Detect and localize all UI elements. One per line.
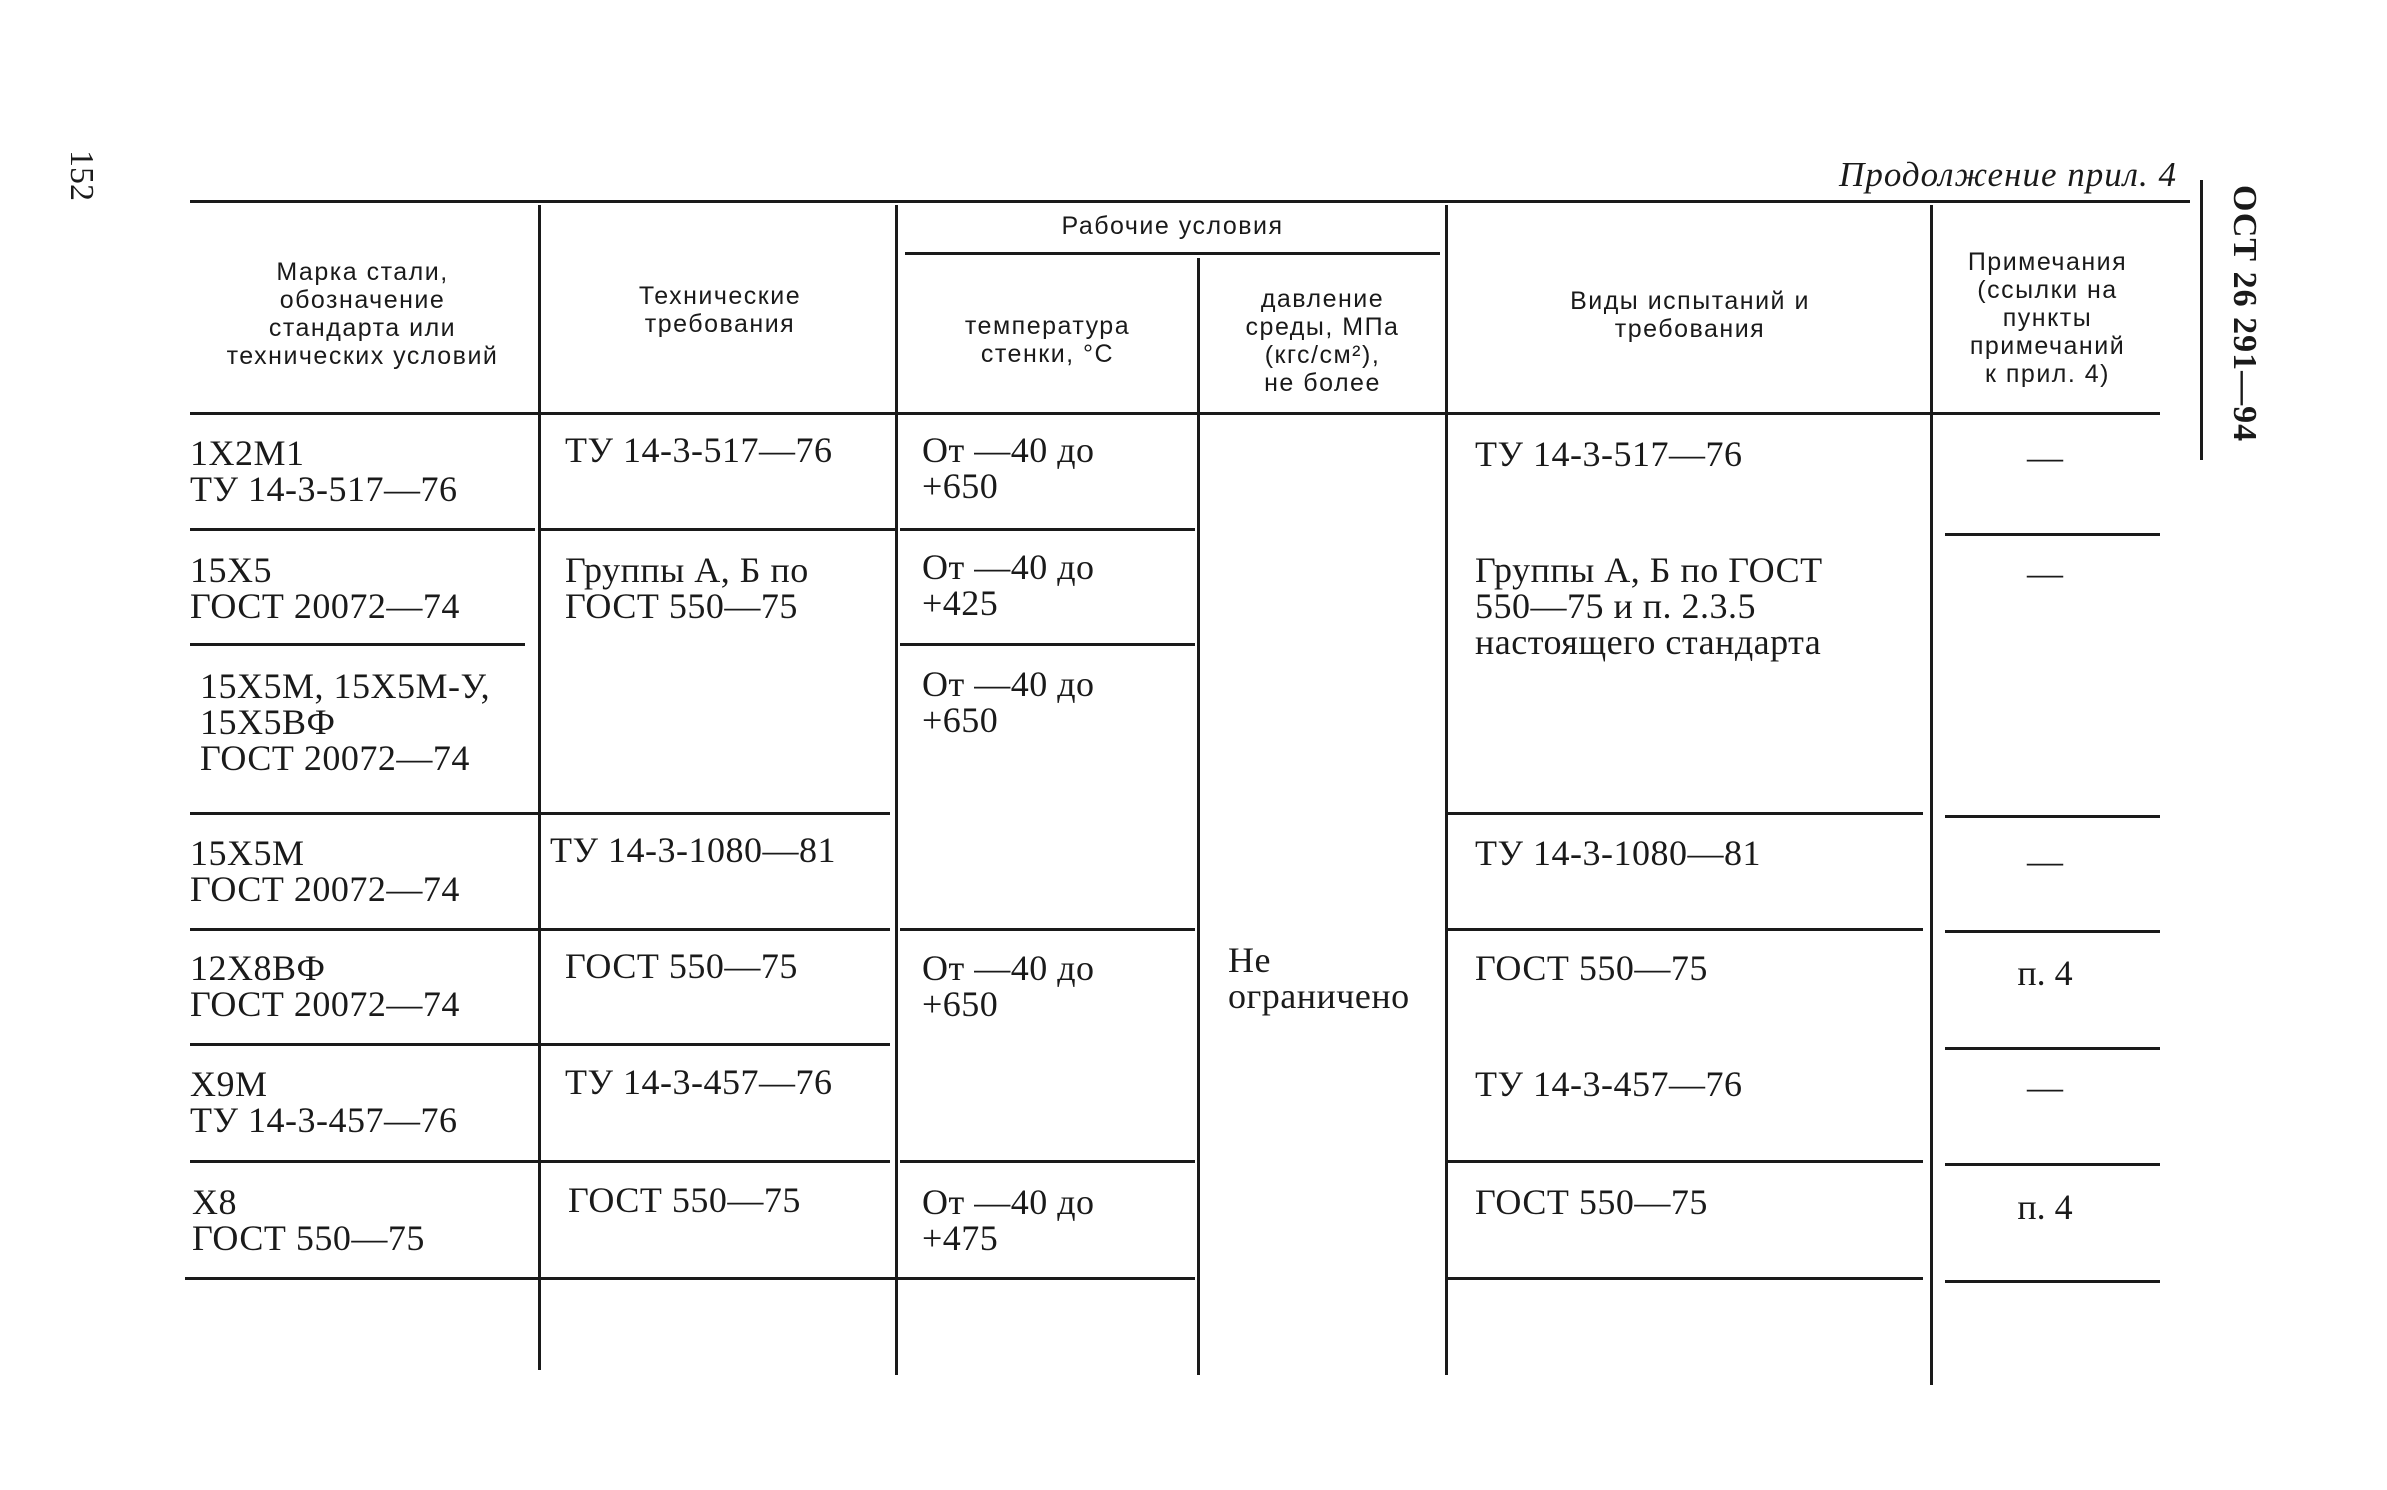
header-tests-requirements: Виды испытаний и требования [1570,287,1810,343]
row-rule [1448,812,1923,815]
table-top-rule [190,200,2190,203]
header-tech-requirements: Технические требования [638,282,802,338]
cell-steel-grade: Х8 ГОСТ 550—75 [192,1182,425,1258]
row-rule [1448,1277,1923,1280]
cell-note: — [2027,437,2063,477]
cell-wall-temperature: От —40 до +425 [922,547,1095,623]
header-operating-conditions: Рабочие условия [1061,212,1284,240]
cell-tests-requirements: ТУ 14-3-1080—81 [1475,833,1761,873]
row-rule [1448,1160,1923,1163]
header-wall-temperature: температура стенки, °С [964,312,1131,368]
cell-note: п. 4 [2017,953,2073,993]
header-bottom-rule [190,412,2160,415]
column-rule [895,205,898,1375]
cell-steel-grade: 15Х5М, 15Х5М-У, 15Х5ВФ ГОСТ 20072—74 [200,666,491,778]
column-rule [1445,205,1448,1375]
row-rule [900,643,1195,646]
cell-note: — [2027,841,2063,881]
cell-tech-requirements: ГОСТ 550—75 [565,946,798,986]
row-rule [1945,930,2160,933]
cell-steel-grade: Х9М ТУ 14-3-457—76 [190,1064,458,1140]
cell-tests-requirements: Группы А, Б по ГОСТ 550—75 и п. 2.3.5 настоящего стандарта [1475,550,1823,662]
row-rule [1945,1280,2160,1283]
row-rule [540,528,895,531]
row-rule [900,528,1195,531]
cell-tests-requirements: ГОСТ 550—75 [1475,1182,1708,1222]
row-rule [900,928,1195,931]
cell-wall-temperature: От —40 до +650 [922,430,1095,506]
row-rule [1945,815,2160,818]
operating-conditions-rule [905,252,1440,255]
cell-wall-temperature: От —40 до +475 [922,1182,1095,1258]
row-rule [1945,1163,2160,1166]
cell-tech-requirements: ГОСТ 550—75 [568,1180,801,1220]
row-rule [1945,1047,2160,1050]
column-rule [1930,205,1933,1385]
continuation-label: Продолжение прил. 4 [1839,155,2177,194]
cell-tests-requirements: ТУ 14-3-517—76 [1475,434,1743,474]
standard-code: ОСТ 26 291—94 [2226,185,2263,443]
cell-tests-requirements: ТУ 14-3-457—76 [1475,1064,1743,1104]
header-notes: Примечания (ссылки на пункты примечаний к прил. 4) [1967,248,2128,388]
cell-tech-requirements: Группы А, Б по ГОСТ 550—75 [565,550,809,626]
cell-note: — [2027,553,2063,593]
row-rule [185,1277,1195,1280]
cell-note: п. 4 [2017,1187,2073,1227]
column-rule [1197,258,1200,1375]
row-rule [1945,533,2160,536]
cell-note: — [2027,1067,2063,1107]
cell-tech-requirements: ТУ 14-3-517—76 [565,430,833,470]
cell-tests-requirements: ГОСТ 550—75 [1475,948,1708,988]
row-rule [900,1160,1195,1163]
row-rule [1448,928,1923,931]
cell-tech-requirements: ТУ 14-3-1080—81 [550,830,836,870]
header-steel-grade: Марка стали, обозначение стандарта или технических условий [226,258,499,370]
row-rule [190,528,535,531]
column-rule [538,205,541,1370]
cell-tech-requirements: ТУ 14-3-457—76 [565,1062,833,1102]
page-number: 152 [63,150,100,201]
cell-steel-grade: 1Х2М1 ТУ 14-3-517—76 [190,433,458,509]
standard-code-rule [2200,180,2203,460]
cell-steel-grade: 12Х8ВФ ГОСТ 20072—74 [190,948,460,1024]
row-rule [190,643,525,646]
header-medium-pressure: давление среды, МПа (кгс/см²), не более [1245,285,1400,397]
cell-wall-temperature: От —40 до +650 [922,948,1095,1024]
cell-steel-grade: 15Х5М ГОСТ 20072—74 [190,833,460,909]
cell-pressure-value: Не ограничено [1228,940,1410,1016]
cell-wall-temperature: От —40 до +650 [922,664,1095,740]
cell-steel-grade: 15Х5 ГОСТ 20072—74 [190,550,460,626]
